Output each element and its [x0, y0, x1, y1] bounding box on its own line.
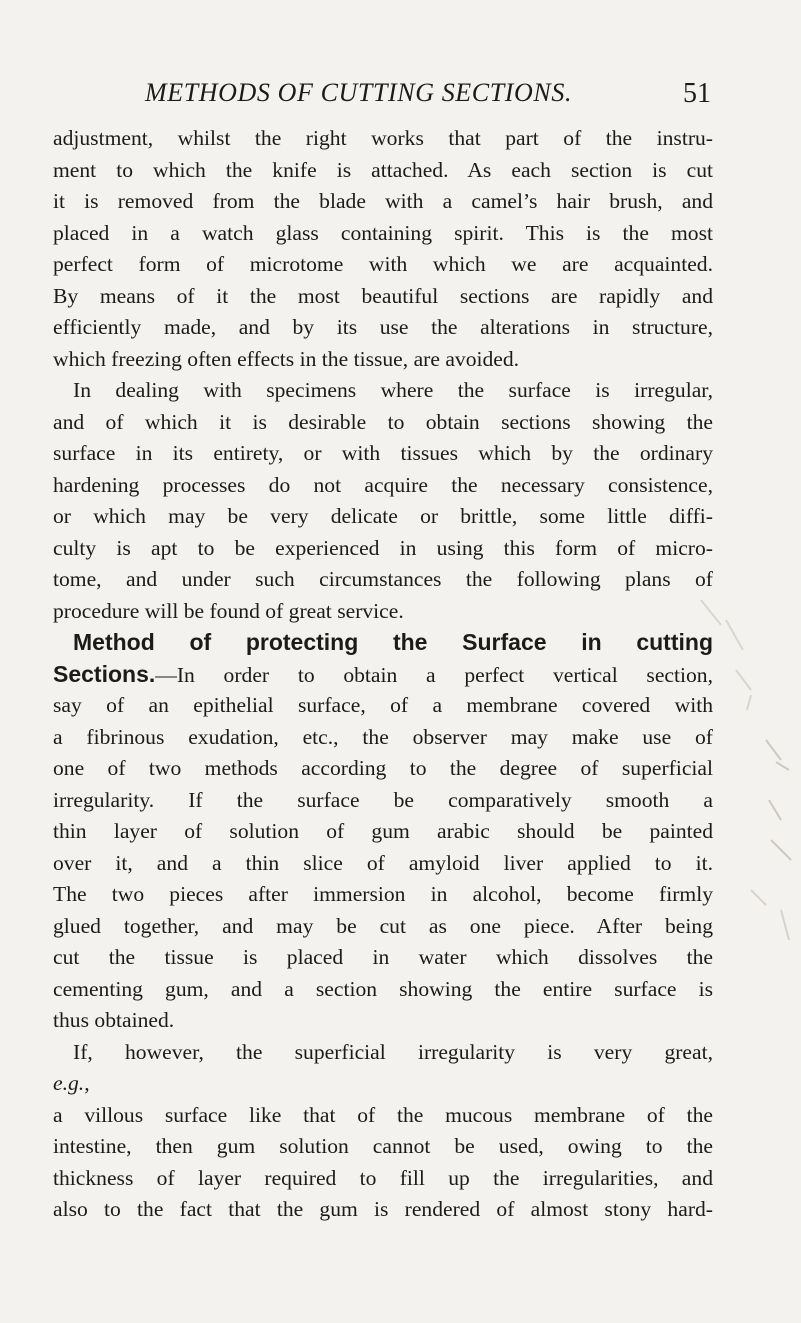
- text-line-23: thin layer of solution of gum arabic should be painted: [53, 819, 713, 843]
- text-line-11: surface in its entirety, or with tissues which by the ordinary: [53, 441, 713, 465]
- eg-abbrev: e.g.: [53, 1071, 85, 1095]
- eg-comma: ,: [84, 1071, 90, 1095]
- text-line-14: culty is apt to be experienced in using this form of micro-: [53, 535, 713, 560]
- text-line-27: cut the tissue is placed in water which dissolves the: [53, 945, 713, 969]
- section-heading-line: [53, 627, 713, 659]
- text-line-22: irregularity. If the surface be comparatively smooth a: [53, 787, 713, 812]
- text-line-5: perfect form of microtome with which we are acquainted.: [53, 252, 713, 276]
- text-line-2: ment to which the knife is attached. As each section is cut: [53, 157, 713, 182]
- text-line-1: adjustment, whilst the right works that part of the instru-: [53, 126, 713, 150]
- text-line-24: over it, and a thin slice of amyloid liver applied to it.: [53, 850, 713, 875]
- text-line-33: intestine, then gum solution cannot be used, owing to the: [53, 1134, 713, 1158]
- text-line-9: In dealing with specimens where the surface is irregular,: [73, 378, 713, 402]
- running-head: [145, 78, 711, 114]
- text-line-3: it is removed from the blade with a camel’s hair brush, and: [53, 189, 713, 213]
- text-line-26: glued together, and may be cut as one piece. After being: [53, 913, 713, 938]
- text-line-12: hardening processes do not acquire the necessary consistence,: [53, 472, 713, 497]
- text-line-4: placed in a watch glass containing spirit. This is the most: [53, 220, 713, 245]
- text-line-29: thus obtained.: [53, 1008, 175, 1032]
- section-heading: Method of protecting the Surface in cutting: [73, 629, 713, 655]
- running-title: METHODS OF CUTTING SECTIONS.: [145, 78, 573, 107]
- text-line-13: or which may be very delicate or brittle, some little diffi-: [53, 504, 713, 528]
- section-heading-end: Sections.: [53, 660, 156, 687]
- text-line-8: which freezing often effects in the tissue, are avoided.: [53, 346, 520, 371]
- text-line-10: and of which it is desirable to obtain sections showing the: [53, 409, 713, 434]
- text-line-25: The two pieces after immersion in alcohol, become firmly: [53, 882, 713, 906]
- text-line-15: tome, and under such circumstances the following plans of: [53, 567, 713, 591]
- heading-continuation: —In order to obtain a perfect vertical section,: [155, 662, 713, 687]
- text-line-30: If, however, the superficial irregularity is very great,: [73, 1039, 713, 1064]
- text-line-21: one of two methods according to the degree of superficial: [53, 756, 713, 780]
- text-line-31: [53, 1068, 713, 1100]
- text-line-32: a villous surface like that of the mucous membrane of the: [53, 1102, 713, 1127]
- body-text: [53, 123, 713, 1226]
- text-line-28: cementing gum, and a section showing the entire surface is: [53, 976, 713, 1001]
- text-line-20: a fibrinous exudation, etc., the observer may make use of: [53, 724, 713, 749]
- text-line-35: also to the fact that the gum is rendered of almost stony hard-: [53, 1197, 713, 1221]
- text-line-19: say of an epithelial surface, of a membrane covered with: [53, 693, 713, 717]
- text-line-7: efficiently made, and by its use the alterations in structure,: [53, 315, 713, 339]
- text-line-6: By means of it the most beautiful sections are rapidly and: [53, 283, 713, 308]
- text-line-34: thickness of layer required to fill up the irregularities, and: [53, 1165, 713, 1190]
- page-number: 51: [683, 78, 711, 109]
- text-line-18: [53, 659, 713, 691]
- text-line-16: procedure will be found of great service.: [53, 598, 404, 623]
